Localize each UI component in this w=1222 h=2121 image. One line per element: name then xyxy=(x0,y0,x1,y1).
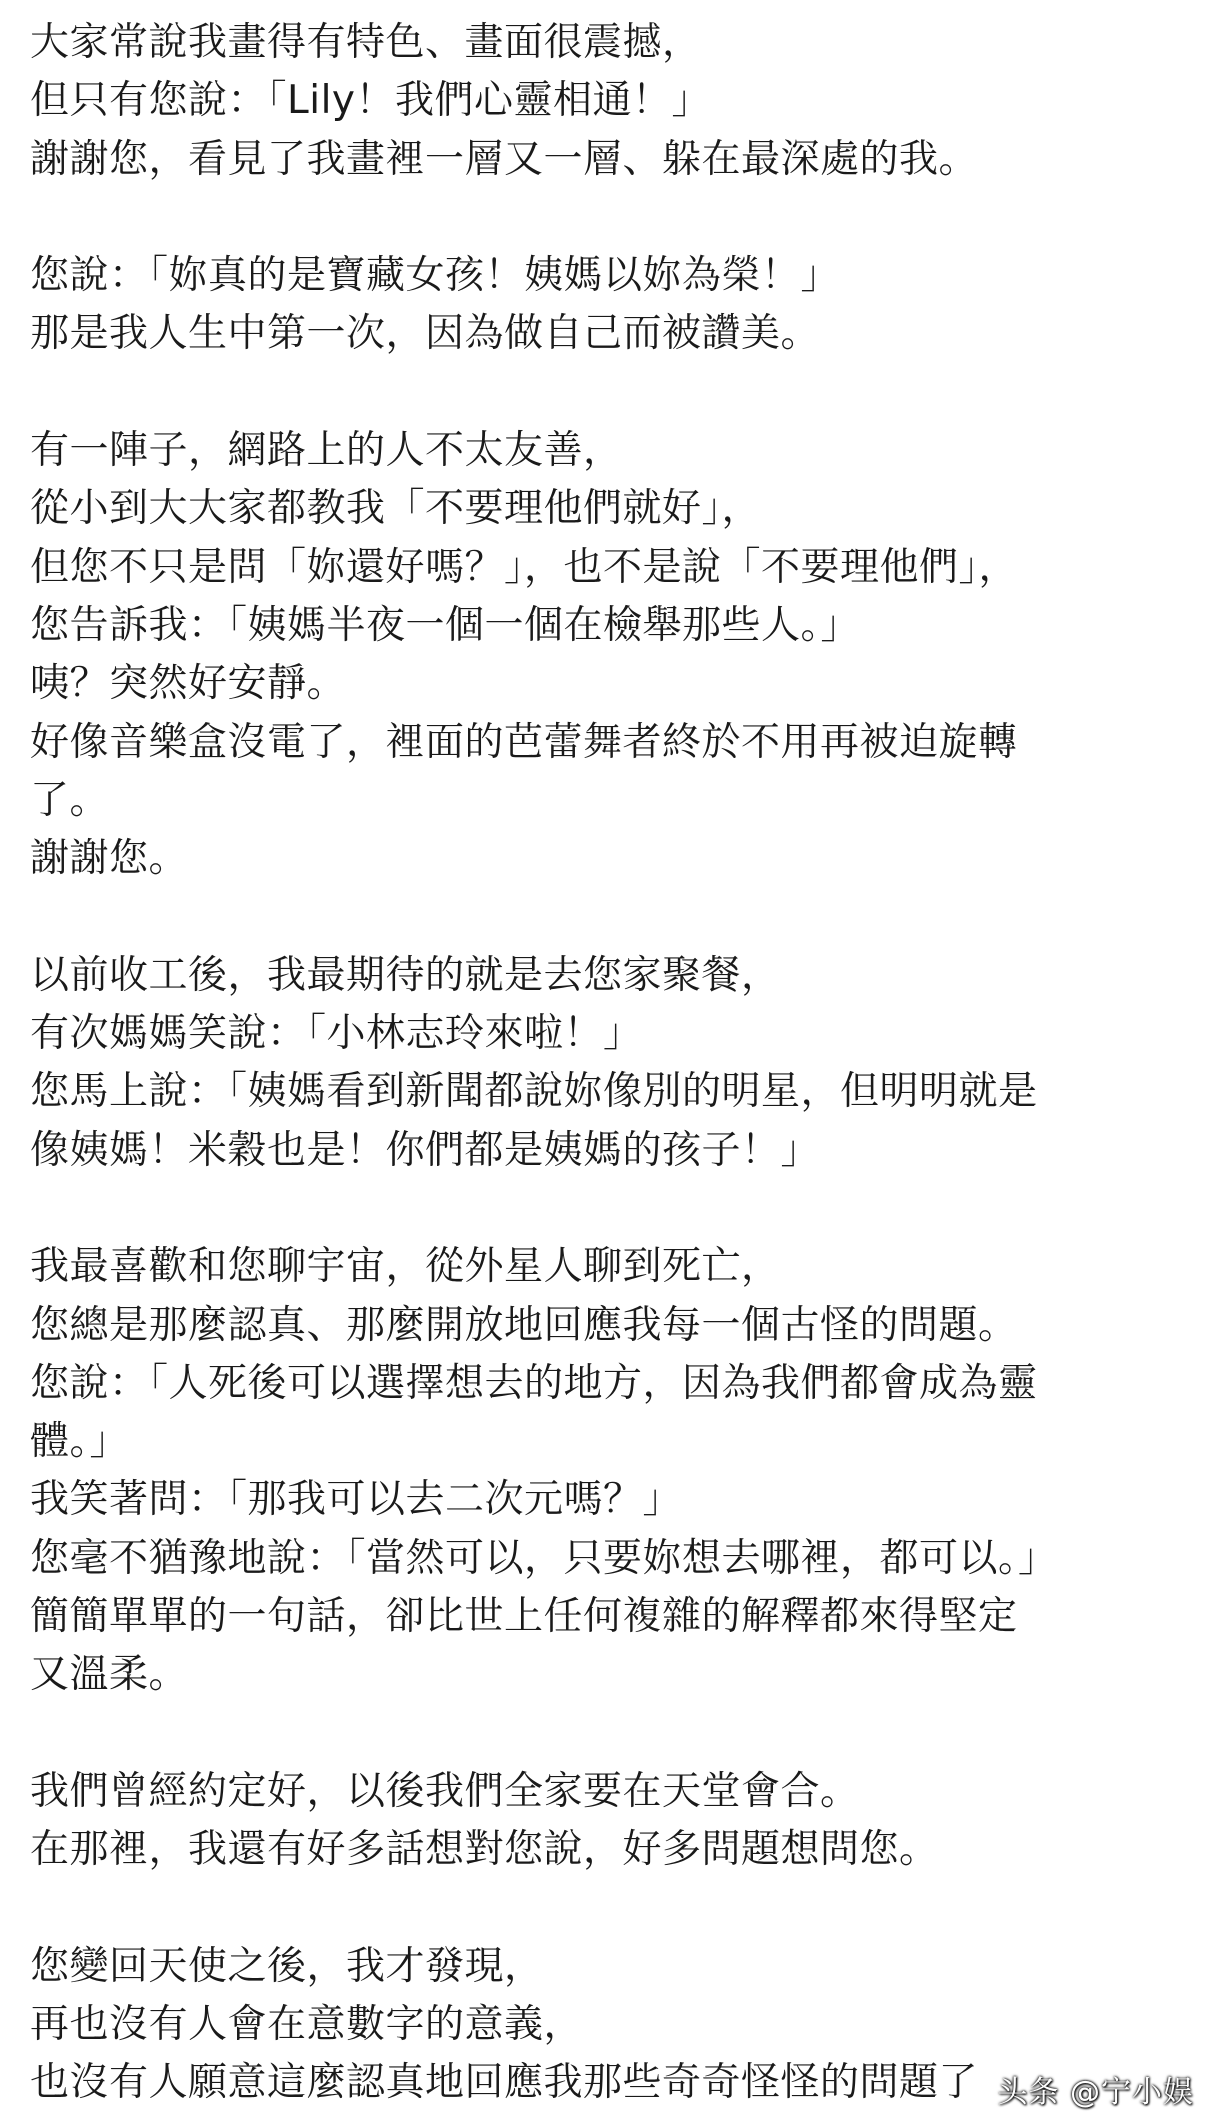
text-line: 從小到大大家都教我「不要理他們就好」， xyxy=(30,486,762,532)
text-line: 也沒有人願意這麼認真地回應我那些奇奇怪怪的問題了 xyxy=(30,2060,979,2106)
text-line: 以前收工後，我最期待的就是去您家聚餐， xyxy=(30,952,781,998)
text-line: 我最喜歡和您聊宇宙，從外星人聊到死亡， xyxy=(30,1244,781,1290)
text-line: 大家常說我畫得有特色、畫面很震撼， xyxy=(30,20,702,65)
text-line: 簡簡單單的一句話，卻比世上任何複雜的解釋都來得堅定 xyxy=(30,1594,1018,1640)
text-line: 您說：「人死後可以選擇想去的地方，因為我們都會成為靈 xyxy=(30,1360,1038,1406)
text-line: 我笑著問：「那我可以去二次元嗎？」 xyxy=(30,1477,683,1523)
text-line: 像姨媽！米穀也是！你們都是姨媽的孩子！」 xyxy=(30,1127,821,1173)
text-line: 但您不只是問「妳還好嗎？」，也不是說「不要理他們」， xyxy=(30,544,1019,590)
text-line: 您告訴我：「姨媽半夜一個一個在檢舉那些人。」 xyxy=(30,602,861,648)
blank-line xyxy=(30,1705,1190,1763)
text-line: 有次媽媽笑說：「小林志玲來啦！」 xyxy=(30,1011,643,1057)
text-line: 了。 xyxy=(30,777,110,823)
text-line: 您總是那麼認真、那麼開放地回應我每一個古怪的問題。 xyxy=(30,1302,1018,1348)
blank-line xyxy=(30,364,1190,422)
text-line: 那是我人生中第一次，因為做自己而被讚美。 xyxy=(30,311,821,357)
text-line: 咦？突然好安靜。 xyxy=(30,661,347,707)
text-line: 我們曾經約定好，以後我們全家要在天堂會合。 xyxy=(30,1768,860,1814)
text-line: 謝謝您。 xyxy=(30,836,189,882)
text-line: 體。」 xyxy=(30,1419,130,1465)
text-line: 您變回天使之後，我才發現， xyxy=(30,1943,544,1989)
watermark: 头条 @宁小娱 xyxy=(997,2075,1194,2110)
text-line: 有一陣子，網路上的人不太友善， xyxy=(30,428,623,474)
text-line: 但只有您說：「Lily！我們心靈相通！」 xyxy=(30,78,711,124)
text-line: 好像音樂盒沒電了，裡面的芭蕾舞者終於不用再被迫旋轉 xyxy=(30,719,1018,765)
text-line: 再也沒有人會在意數字的意義， xyxy=(30,2002,584,2048)
blank-line xyxy=(30,1880,1190,1938)
text-line: 在那裡，我還有好多話想對您說，好多問題想問您。 xyxy=(30,1827,939,1873)
text-line: 您毫不猶豫地說：「當然可以，只要妳想去哪裡，都可以。」 xyxy=(30,1535,1058,1581)
text-line: 又溫柔。 xyxy=(30,1652,189,1698)
letter-text xyxy=(30,14,1190,2113)
text-line: 您說：「妳真的是寶藏女孩！姨媽以妳為榮！」 xyxy=(30,253,841,299)
blank-line xyxy=(30,888,1190,946)
text-line: 謝謝您，看見了我畫裡一層又一層、躲在最深處的我。 xyxy=(30,136,979,182)
blank-line xyxy=(30,189,1190,247)
blank-line xyxy=(30,1180,1190,1238)
text-line: 您馬上說：「姨媽看到新聞都說妳像別的明星，但明明就是 xyxy=(30,1069,1038,1115)
